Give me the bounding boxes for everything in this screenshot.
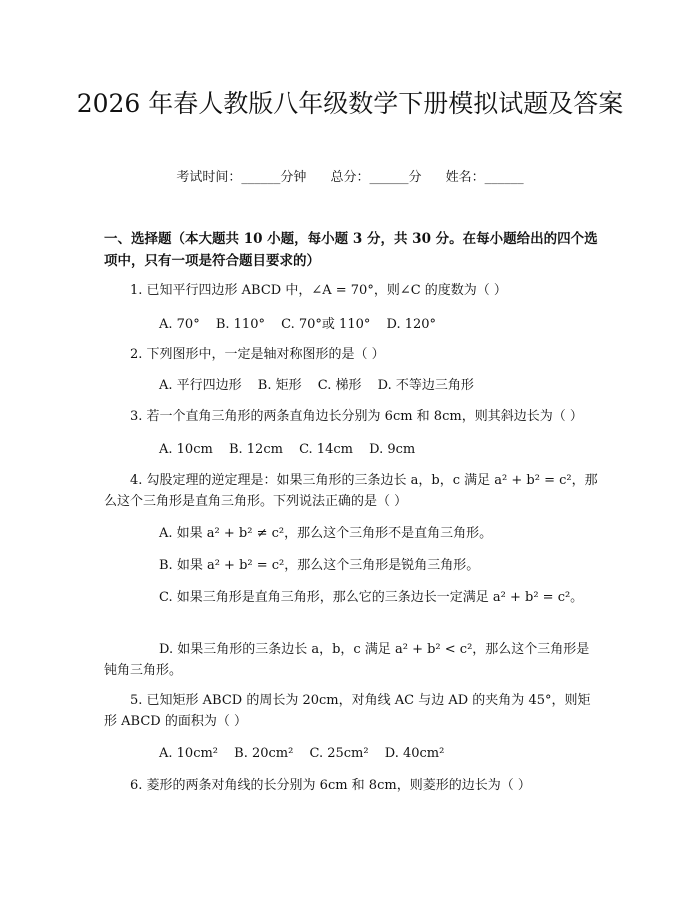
question-1-options [159,314,599,335]
q5-option-d: D. 40cm² [384,746,445,761]
total-score-field: 总分：______分 [330,170,422,185]
section-heading-choice: 一、选择题（本大题共 10 小题，每小题 3 分，共 30 分。在每小题给出的四个选项中，只有一项是符合题目要求的） [104,231,598,269]
q4-option-a: A. 如果 a² + b² ≠ c²，那么这个三角形不是直角三角形。 [159,526,493,541]
question-4-stem: 4. 勾股定理的逆定理是：如果三角形的三条边长 a，b，c 满足 a² + b² = c²，那么这个三角形是直角三角形。下列说法正确的是（ ） [104,473,598,509]
q2-option-b: B. 矩形 [257,378,302,393]
q1-option-c: C. 70°或 110° [281,317,371,332]
q3-option-c: C. 14cm [299,442,353,457]
question-5-options [159,743,599,764]
q2-option-a: A. 平行四边形 [159,378,242,393]
q1-option-a: A. 70° [159,317,200,332]
q2-option-c: C. 梯形 [317,378,362,393]
q5-option-c: C. 25cm² [309,746,369,761]
exam-time-field: 考试时间：______分钟 [176,170,307,185]
question-1-stem: 1. 已知平行四边形 ABCD 中，∠A = 70°，则∠C 的度数为（ ） [130,283,507,298]
page-title: 2026 年春人教版八年级数学下册模拟试题及答案 [76,89,624,118]
q5-option-a: A. 10cm² [159,746,219,761]
q3-option-b: B. 12cm [228,442,283,457]
q1-option-b: B. 110° [215,317,265,332]
q3-option-a: A. 10cm [159,442,213,457]
q5-option-b: B. 20cm² [234,746,294,761]
q4-option-b: B. 如果 a² + b² = c²，那么这个三角形是锐角三角形。 [159,558,480,573]
question-3-stem: 3. 若一个直角三角形的两条直角边长分别为 6cm 和 8cm，则其斜边长为（ ） [130,409,583,424]
q4-option-d: D. 如果三角形的三条边长 a，b，c 满足 a² + b² < c²，那么这个三角形是钝角三角形。 [104,642,590,678]
q3-option-d: D. 9cm [369,442,416,457]
question-2-options [159,375,599,396]
student-name-field: 姓名：______ [445,170,524,185]
q4-option-c: C. 如果三角形是直角三角形，那么它的三条边长一定满足 a² + b² = c²。 [159,590,584,605]
question-2-stem: 2. 下列图形中，一定是轴对称图形的是（ ） [130,347,385,362]
q1-option-d: D. 120° [386,317,437,332]
q2-option-d: D. 不等边三角形 [377,378,474,393]
exam-info-line [0,168,700,188]
question-5-stem: 5. 已知矩形 ABCD 的周长为 20cm，对角线 AC 与边 AD 的夹角为 45°，则矩形 ABCD 的面积为（ ） [104,693,591,729]
question-6-stem: 6. 菱形的两条对角线的长分别为 6cm 和 8cm，则菱形的边长为（ ） [130,778,531,793]
question-3-options [159,439,599,460]
